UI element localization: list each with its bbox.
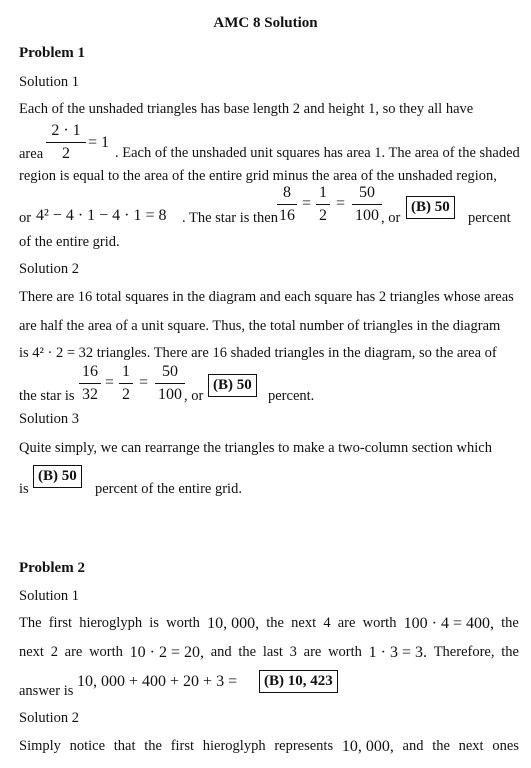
word: worth — [328, 644, 362, 660]
word: is — [149, 615, 159, 631]
fraction-numerator: 50 — [359, 184, 375, 201]
word: last — [262, 644, 283, 660]
word: represents — [274, 738, 334, 754]
p2-solution-2-label: Solution 2 — [19, 710, 80, 726]
word: first — [48, 615, 73, 631]
p1-s2-line2: are half the area of a unit square. Thus, the total number of triangles in the diagram — [19, 318, 501, 334]
equals-sign: = — [336, 195, 346, 212]
fraction-denominator: 32 — [82, 386, 98, 403]
fraction-denominator: 100 — [158, 386, 182, 403]
p1-s3-rest: percent of the entire grid. — [95, 481, 242, 497]
word: are — [337, 615, 356, 631]
fraction-denominator: 2 — [319, 207, 327, 224]
answer-text: (B) 50 — [38, 468, 77, 484]
p2-s1-expression: 10, 000 + 400 + 20 + 3 = — [77, 673, 238, 690]
word: worth — [166, 615, 200, 631]
p1-s2-line1: There are 16 total squares in the diagram and each square has 2 triangles whose areas — [19, 289, 514, 305]
p1-s1-eq-one: = 1 — [88, 134, 110, 151]
p2-s1-answer-is: answer is — [19, 683, 74, 699]
fraction-denominator: 2 — [122, 386, 130, 403]
word: the — [238, 644, 257, 660]
word: and — [402, 738, 424, 754]
p1-s1-line5: of the entire grid. — [19, 234, 120, 250]
word: are — [64, 644, 83, 660]
fraction-denominator: 2 — [62, 145, 70, 162]
p1-s1-percent: percent — [468, 210, 511, 226]
word: the — [144, 738, 162, 754]
p1-s2-percent: percent. — [268, 388, 315, 404]
p1-s1-expression: 4² − 4 · 1 − 4 · 1 = 8 — [36, 207, 167, 224]
p1-s1-fraction-50-100 — [352, 185, 382, 224]
p1-s1-line2-rest: . Each of the unshaded unit squares has area 1. The area of the shaded — [115, 145, 520, 161]
word: next — [19, 644, 44, 660]
fraction-numerator: 2 · 1 — [51, 122, 81, 139]
equals-sign: = — [302, 195, 312, 212]
p1-s1-answer-box — [406, 196, 455, 219]
p1-solution-1-label: Solution 1 — [19, 74, 80, 90]
word: notice — [69, 738, 106, 754]
p2-s1-line2 — [19, 645, 519, 661]
word: worth — [362, 615, 397, 631]
problem-1-heading: Problem 1 — [19, 45, 85, 61]
p1-s1-or-word: or — [19, 210, 32, 226]
p1-solution-3-label: Solution 3 — [19, 411, 80, 427]
p2-solution-1-label: Solution 1 — [19, 588, 80, 604]
p1-s3-line1: Quite simply, we can rearrange the triangles to make a two-column section which — [19, 440, 492, 456]
p1-s2-star-is: the star is — [19, 388, 75, 404]
word: The — [19, 615, 42, 631]
word: Simply — [19, 738, 61, 754]
fraction-numerator: 8 — [283, 184, 291, 201]
word: next — [291, 615, 317, 631]
word: the — [432, 738, 450, 754]
fraction-denominator: 100 — [355, 207, 379, 224]
word: are — [303, 644, 322, 660]
p1-s1-fraction-1-2 — [316, 185, 330, 224]
problem-2-heading: Problem 2 — [19, 560, 85, 576]
equals-sign: = — [139, 374, 149, 391]
p1-s1-line3: region is equal to the area of the entire grid minus the area of the unshaded region, — [19, 168, 497, 184]
fraction-numerator: 50 — [162, 363, 178, 380]
word: 2 — [50, 644, 58, 660]
p1-s1-comma-or: , or — [381, 210, 401, 226]
word: Therefore, — [433, 644, 495, 660]
document-title: AMC 8 Solution — [213, 15, 318, 31]
answer-text: (B) 50 — [411, 199, 450, 215]
p2-s1-answer-box — [259, 670, 338, 693]
math-value: 100 · 4 = 400, — [403, 615, 494, 632]
word: next — [458, 738, 484, 754]
p1-solution-2-label: Solution 2 — [19, 261, 80, 277]
word: the — [501, 644, 519, 660]
word: ones — [492, 738, 519, 754]
math-value: 10, 000, — [341, 738, 394, 755]
p1-s2-answer-box — [208, 374, 257, 397]
math-value: 10, 000, — [207, 615, 260, 632]
word: worth — [89, 644, 123, 660]
fraction-denominator: 16 — [279, 207, 295, 224]
math-value: 1 · 3 = 3. — [368, 644, 427, 661]
math-value: 10 · 2 = 20, — [129, 644, 204, 661]
word: hieroglyph — [79, 615, 143, 631]
word: that — [113, 738, 136, 754]
word: first — [170, 738, 195, 754]
fraction-numerator: 1 — [319, 184, 327, 201]
p1-s1-line1: Each of the unshaded triangles has base length 2 and height 1, so they all have — [19, 101, 474, 117]
word: 3 — [289, 644, 297, 660]
answer-text: (B) 50 — [213, 377, 252, 393]
word: hieroglyph — [202, 738, 266, 754]
word: and — [210, 644, 232, 660]
p1-s1-fraction-8-16 — [277, 185, 297, 224]
p1-s2-fraction-50-100 — [155, 364, 185, 403]
p1-s2-line3: is 4² · 2 = 32 triangles. There are 16 shaded triangles in the diagram, so the area of — [19, 345, 497, 361]
p1-s2-comma-or: , or — [184, 388, 204, 404]
answer-text: (B) 10, 423 — [264, 673, 333, 689]
word: the — [501, 615, 519, 631]
equals-sign: = — [105, 374, 115, 391]
p1-s1-area-fraction — [46, 123, 86, 162]
p1-s3-is-word: is — [19, 481, 29, 497]
p1-s1-star-then: . The star is then — [182, 210, 278, 226]
p1-s1-area-word: area — [19, 146, 44, 162]
p1-s3-answer-box — [33, 465, 82, 488]
p1-s2-fraction-16-32 — [79, 364, 101, 403]
word: 4 — [323, 615, 331, 631]
p2-s2-line1 — [19, 739, 519, 755]
word: the — [266, 615, 284, 631]
p1-s2-fraction-1-2 — [119, 364, 133, 403]
fraction-numerator: 16 — [82, 363, 98, 380]
p2-s1-line1 — [19, 616, 519, 632]
fraction-numerator: 1 — [122, 363, 130, 380]
